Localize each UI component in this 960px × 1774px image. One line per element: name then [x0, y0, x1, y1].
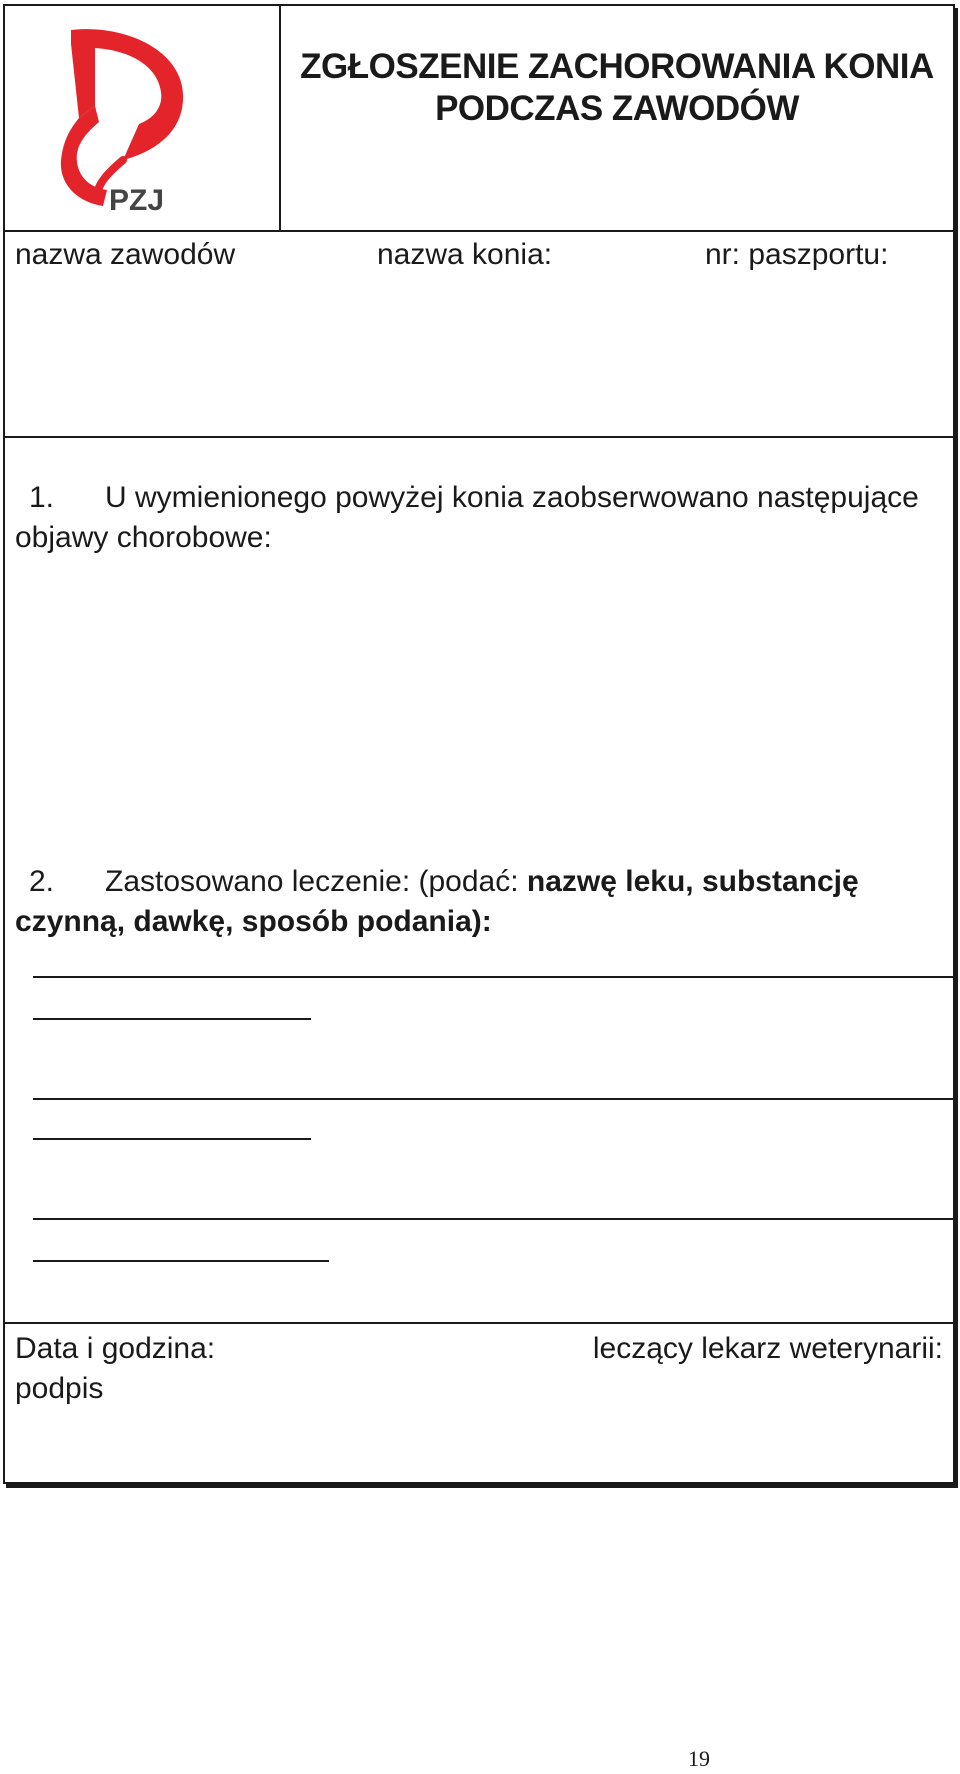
horse-name-label: nazwa konia:: [377, 238, 553, 271]
section-symptoms: [5, 436, 953, 820]
treatment-line-3[interactable]: [33, 1218, 953, 1220]
logo-text: PZJ: [109, 184, 165, 212]
vet-label: leczący lekarz weterynarii:: [592, 1332, 943, 1365]
form-title: [285, 46, 949, 130]
treatment-line-1[interactable]: [33, 976, 953, 978]
date-time-label: Data i godzina:: [15, 1332, 216, 1365]
treatment-line-1b[interactable]: [33, 1018, 311, 1020]
treatment-text-bold: nazwę leku, substancję czynną, dawkę, sposób podania):: [15, 865, 859, 938]
competition-name-label: nazwa zawodów: [15, 238, 236, 271]
section-2-number: 2.: [29, 865, 55, 898]
treatment-line-3b[interactable]: [33, 1260, 329, 1262]
signature-label: podpis: [15, 1372, 104, 1405]
page-number: 19: [688, 1746, 710, 1771]
illness-report-form: [3, 4, 955, 1484]
form-header: [5, 6, 953, 232]
identification-row: [5, 232, 953, 438]
symptoms-paragraph: [15, 478, 945, 558]
passport-number-label: nr: paszportu:: [705, 238, 889, 271]
pzj-logo: [55, 22, 205, 212]
treatment-paragraph: [15, 862, 945, 942]
section-1-number: 1.: [29, 481, 55, 514]
signature-labels-row: [15, 1332, 943, 1366]
title-line-2: PODCZAS ZAWODÓW: [435, 89, 799, 128]
treatment-line-2b[interactable]: [33, 1138, 311, 1140]
treatment-text: Zastosowano leczenie: (podać:: [105, 865, 527, 898]
title-line-1: ZGŁOSZENIE ZACHOROWANIA KONIA: [300, 47, 934, 86]
logo-cell: [5, 6, 281, 230]
treatment-line-2[interactable]: [33, 1098, 953, 1100]
symptoms-text: U wymienionego powyżej konia zaobserwowano następujące objawy chorobowe:: [15, 481, 919, 554]
signature-section: [5, 1322, 953, 1484]
